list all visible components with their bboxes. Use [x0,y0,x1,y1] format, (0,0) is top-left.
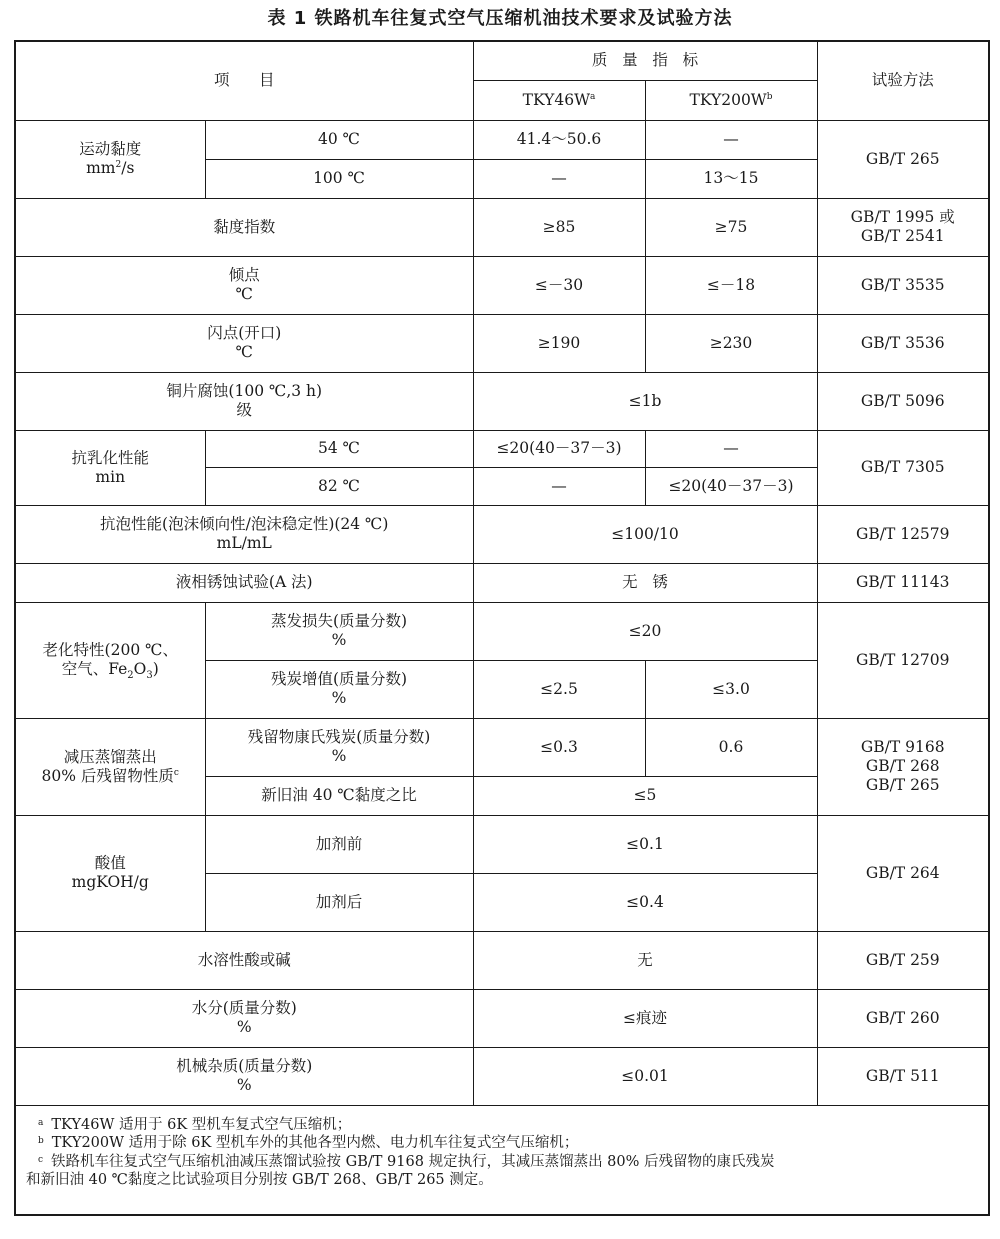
row-water-acid [15,931,989,989]
note-c [26,1153,978,1172]
viscosity-unit-pre: mm [86,159,116,177]
viscosity-sub2-a: — [473,159,645,198]
row-copper [15,372,989,430]
residue-sub2: 新旧油 40 ℃黏度之比 [205,776,473,815]
flash-method: GB/T 3536 [817,314,989,372]
note-b-mark: b [38,1136,44,1146]
header-col-b [645,80,817,120]
aging-label-2c: ) [152,660,159,678]
flash-unit: ℃ [235,343,253,361]
aging-sub1-value: ≤20 [473,602,817,660]
pour-label: 倾点 [228,266,260,284]
emulsion-sub1: 54 ℃ [205,430,473,467]
flash-label: 闪点(开口) [207,324,282,342]
water-label-cell [15,989,473,1047]
rust-value: 无 锈 [622,573,668,591]
aging-label-1: 老化特性(200 ℃、 [42,641,178,659]
residue-method-1: GB/T 9168 [860,738,945,756]
vi-label: 黏度指数 [15,198,473,256]
acid-sub2: 加剂后 [205,873,473,931]
emulsion-sub1-a: ≤20(40－37－3) [473,430,645,467]
rust-method: GB/T 11143 [817,563,989,602]
row-foam [15,505,989,563]
row-aging-evap [15,602,989,660]
header-method [817,41,989,120]
residue-label-cell [15,718,205,815]
emulsion-label-cell [15,430,205,505]
flash-b: ≥230 [645,314,817,372]
vi-method-1: GB/T 1995 或 [850,208,955,226]
emulsion-label: 抗乳化性能 [71,448,149,467]
row-impurity [15,1047,989,1105]
row-acid-before [15,815,989,873]
water-method: GB/T 260 [817,989,989,1047]
acid-sub2-value: ≤0.4 [473,873,817,931]
copper-unit: 级 [236,401,252,419]
emulsion-sub1-b: — [645,430,817,467]
row-viscosity-40 [15,120,989,159]
acid-unit: mgKOH/g [71,873,149,891]
pour-method: GB/T 3535 [817,256,989,314]
residue-label-1: 减压蒸馏蒸出 [63,747,157,766]
vi-b: ≥75 [645,198,817,256]
acid-sub1-value: ≤0.1 [473,815,817,873]
row-residue-carbon [15,718,989,776]
residue-label-mark: c [173,767,179,778]
acid-label-cell [15,815,205,931]
note-b [26,1134,978,1153]
viscosity-unit-sup: 2 [115,159,122,170]
aging-sub2-unit: % [331,689,347,707]
foam-unit: mL/mL [216,534,272,552]
viscosity-sub2: 100 ℃ [205,159,473,198]
copper-method: GB/T 5096 [817,372,989,430]
water-acid-value: 无 [473,931,817,989]
vi-method-2: GB/T 2541 [860,227,945,245]
vi-a: ≥85 [473,198,645,256]
aging-label-2-sub1: 2 [127,670,134,682]
residue-method-2: GB/T 268 [865,757,940,775]
aging-label-cell [15,602,205,718]
residue-sub2-value: ≤5 [473,776,817,815]
row-water [15,989,989,1047]
water-acid-method: GB/T 259 [817,931,989,989]
header-col-a-mark: a [590,91,596,102]
header-item-label: 项 目 [213,71,275,90]
viscosity-unit [20,159,201,178]
aging-method: GB/T 12709 [817,602,989,718]
header-item [15,41,473,120]
residue-sub1-cell [205,718,473,776]
residue-label-2: 80% 后残留物性质 [41,766,174,785]
header-quality-label: 质 量 指 标 [591,51,699,70]
viscosity-unit-post: /s [121,159,135,177]
viscosity-sub2-b: 13～15 [645,159,817,198]
aging-sub2-a: ≤2.5 [473,660,645,718]
rust-label: 液相锈蚀试验(A 法) [15,563,473,602]
pour-b: ≤－18 [645,256,817,314]
table-notes [15,1105,989,1215]
viscosity-label: 运动黏度 [79,140,142,158]
spec-table [14,40,990,1216]
residue-method [817,718,989,815]
header-quality [473,41,817,80]
viscosity-method: GB/T 265 [817,120,989,198]
note-b-text: TKY200W 适用于除 6K 型机车外的其他各型内燃、电力机车往复式空气压缩机； [51,1135,579,1151]
note-a-text: TKY46W 适用于 6K 型机车复式空气压缩机； [51,1116,352,1133]
water-unit: % [236,1018,252,1036]
emulsion-sub2: 82 ℃ [205,467,473,505]
pour-a: ≤－30 [473,256,645,314]
table-title: 表 1 铁路机车往复式空气压缩机油技术要求及试验方法 [267,8,733,29]
note-a-mark: a [38,1117,44,1128]
acid-label: 酸值 [94,854,126,872]
note-c-text-1: 铁路机车往复式空气压缩机油减压蒸馏试验按 GB/T 9168 规定执行，其减压蒸馏蒸出 80% 后残留物的康氏残炭 [51,1153,775,1170]
header-col-a [473,80,645,120]
impurity-label: 机械杂质(质量分数) [176,1057,313,1075]
impurity-label-cell [15,1047,473,1105]
acid-sub1: 加剂前 [205,815,473,873]
water-value: ≤痕迹 [473,989,817,1047]
copper-label-cell [15,372,473,430]
foam-value: ≤100/10 [473,505,817,563]
note-c-text-2: 和新旧油 40 ℃黏度之比试验项目分别按 GB/T 268、GB/T 265 测定。 [26,1172,493,1188]
aging-label-2a: 空气、Fe [61,660,128,678]
note-c-mark: c [38,1154,44,1165]
aging-label-2-sub2: 3 [146,670,153,682]
row-emulsion-54 [15,430,989,467]
residue-sub1-a: ≤0.3 [473,718,645,776]
residue-sub1-b: 0.6 [645,718,817,776]
residue-method-3: GB/T 265 [865,776,940,794]
header-method-label: 试验方法 [871,71,934,90]
header-row-1 [15,41,989,80]
foam-label-cell [15,505,473,563]
header-col-a-label: TKY46W [522,90,590,109]
emulsion-method: GB/T 7305 [817,430,989,505]
pour-label-cell [15,256,473,314]
aging-sub2: 残炭增值(质量分数) [270,670,408,688]
emulsion-unit: min [95,467,126,486]
foam-method: GB/T 12579 [817,505,989,563]
impurity-unit: % [236,1076,252,1094]
impurity-method: GB/T 511 [817,1047,989,1105]
residue-label-2-line [20,767,201,786]
emulsion-sub2-b: ≤20(40－37－3) [645,467,817,505]
aging-sub1-cell [205,602,473,660]
viscosity-sub1: 40 ℃ [205,120,473,159]
residue-sub1: 残留物康氏残炭(质量分数) [247,728,431,746]
aging-label-2 [20,660,201,682]
row-rust [15,563,989,602]
water-label: 水分(质量分数) [191,999,297,1017]
aging-sub2-b: ≤3.0 [645,660,817,718]
copper-value: ≤1b [473,372,817,430]
flash-label-cell [15,314,473,372]
pour-unit: ℃ [235,285,253,303]
row-vi [15,198,989,256]
foam-label: 抗泡性能(泡沫倾向性/泡沫稳定性)(24 ℃) [100,515,389,533]
flash-a: ≥190 [473,314,645,372]
row-pour [15,256,989,314]
emulsion-sub2-a: — [473,467,645,505]
acid-method: GB/T 264 [817,815,989,931]
aging-sub1-unit: % [331,631,347,649]
note-a [26,1116,978,1135]
viscosity-label-cell [15,120,205,198]
copper-label: 铜片腐蚀(100 ℃,3 h) [166,382,323,400]
viscosity-sub1-b: — [645,120,817,159]
residue-sub1-unit: % [331,747,347,765]
header-col-b-mark: b [766,91,773,102]
row-notes [15,1105,989,1215]
aging-sub2-cell [205,660,473,718]
impurity-value: ≤0.01 [473,1047,817,1105]
viscosity-sub1-a: 41.4～50.6 [473,120,645,159]
row-flash [15,314,989,372]
vi-method [817,198,989,256]
aging-sub1: 蒸发损失(质量分数) [270,612,408,630]
aging-label-2b: O [133,660,147,678]
header-col-b-label: TKY200W [689,90,767,109]
rust-value-cell [473,563,817,602]
water-acid-label: 水溶性酸或碱 [15,931,473,989]
